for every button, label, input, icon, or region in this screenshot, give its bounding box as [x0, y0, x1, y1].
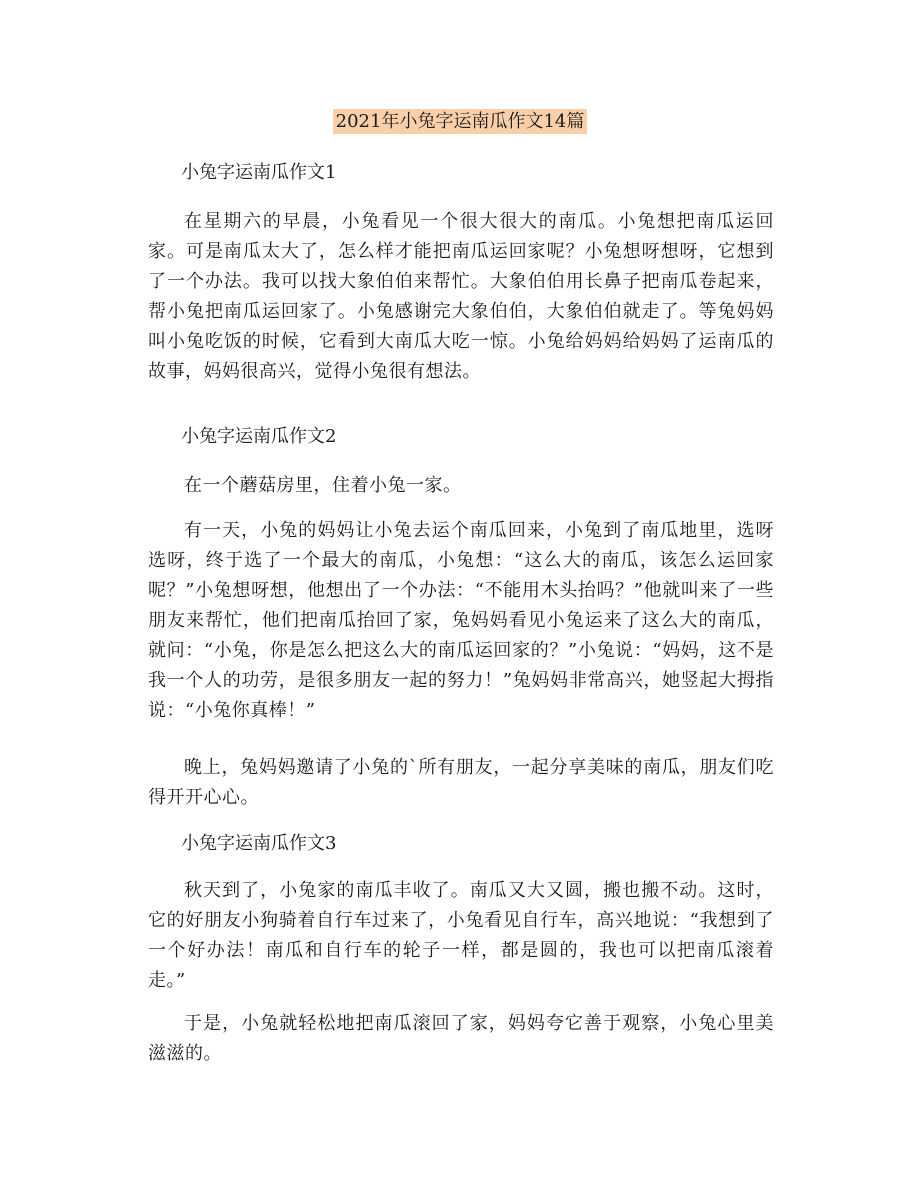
- section-heading-3: 小兔字运南瓜作文3: [181, 833, 337, 854]
- section-heading-1: 小兔字运南瓜作文1: [181, 162, 337, 183]
- paragraph: 有一天，小兔的妈妈让小兔去运个南瓜回来，小兔到了南瓜地里，选呀选呀，终于选了一个最大的南瓜，小兔想：“这么大的南瓜，该怎么运回家呢？”小兔想呀想，他想出了一个办法：“不能用木头抬吗？”他就叫来了一些朋友来帮忙，他们把南瓜抬回了家，兔妈妈看见小兔运来了这么大的南瓜，就问：“小兔，你是怎么把这么大的南瓜运回家的？”小兔说：“妈妈，这不是我一个人的功劳，是很多朋友一起的努力！”兔妈妈非常高兴，她竖起大拇指说：“小兔你真棒！”: [148, 520, 774, 721]
- paragraph: 在星期六的早晨，小兔看见一个很大很大的南瓜。小兔想把南瓜运回家。可是南瓜太大了，怎么样才能把南瓜运回家呢？小兔想呀想呀，它想到了一个办法。我可以找大象伯伯来帮忙。大象伯伯用长鼻子把南瓜卷起来，帮小兔把南瓜运回家了。小兔感谢完大象伯伯，大象伯伯就走了。等兔妈妈叫小兔吃饭的时候，它看到大南瓜大吃一惊。小兔给妈妈给妈妈了运南瓜的故事，妈妈很高兴，觉得小兔很有想法。: [148, 211, 774, 382]
- paragraph: 秋天到了，小兔家的南瓜丰收了。南瓜又大又圆，搬也搬不动。这时，它的好朋友小狗骑着自行车过来了，小兔看见自行车，高兴地说：“我想到了一个好办法！南瓜和自行车的轮子一样，都是圆的，我也可以把南瓜滚着走。”: [148, 880, 774, 991]
- paragraph: 在一个蘑菇房里，住着小兔一家。: [184, 475, 462, 496]
- paragraph: 于是，小兔就轻松地把南瓜滚回了家，妈妈夸它善于观察，小兔心里美滋滋的。: [148, 1013, 774, 1064]
- section-heading-2: 小兔字运南瓜作文2: [181, 426, 337, 447]
- document-title-text: 2021年小兔字运南瓜作文14篇: [333, 109, 588, 134]
- document-title: [0, 107, 920, 137]
- paragraph: 晚上，兔妈妈邀请了小兔的`所有朋友，一起分享美味的南瓜，朋友们吃得开开心心。: [148, 757, 774, 808]
